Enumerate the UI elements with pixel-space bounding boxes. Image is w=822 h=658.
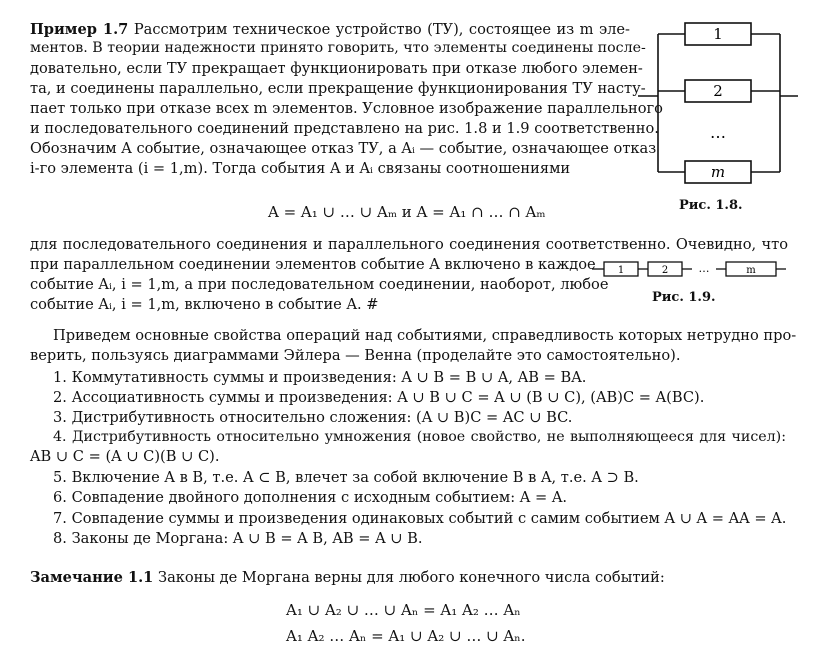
example-line-7: Обозначим A событие, означающее отказ ТУ, а Aᵢ — событие, означающее отказ bbox=[30, 140, 657, 157]
properties-intro-line-1: Приведем основные свойства операций над событиями, справедливость которых нетрудно про- bbox=[53, 327, 797, 344]
figure-parallel-diagram bbox=[638, 14, 798, 196]
properties-intro-line-2: верить, пользуясь диаграммами Эйлера — Венна (проделайте это самостоятельно). bbox=[30, 347, 681, 364]
example-label: Пример 1.7 bbox=[30, 21, 129, 38]
example-line-8: i-го элемента (i = 1,m). Тогда события A и Aᵢ связаны соотношениями bbox=[30, 160, 571, 177]
example-line-2: ментов. В теории надежности принято говорить, что элементы соединены после- bbox=[30, 40, 646, 56]
property-item-3: 3. Дистрибутивность относительно сложения: (A ∪ B)C = AC ∪ BC. bbox=[53, 409, 573, 426]
property-item-4-formula: AB ∪ C = (A ∪ C)(B ∪ C). bbox=[30, 448, 220, 465]
example-line-1-text: Рассмотрим техническое устройство (ТУ), состоящее из m эле- bbox=[133, 21, 630, 38]
property-item-4: 4. Дистрибутивность относительно умножения (новое свойство, не выполняющееся для чисел): bbox=[53, 429, 786, 445]
example-after-line-4: событие Aᵢ, i = 1,m, включено в событие A. # bbox=[30, 296, 379, 313]
figure-parallel-caption: Рис. 1.8. bbox=[679, 198, 743, 213]
serial-box-m-label: m bbox=[746, 265, 756, 276]
remark-text: Законы де Моргана верны для любого конечного числа событий: bbox=[157, 569, 665, 586]
example-line-6: и последовательного соединений представлено на рис. 1.8 и 1.9 соответственно. bbox=[30, 120, 659, 137]
parallel-ellipsis: … bbox=[710, 123, 726, 142]
example-after-line-3: событие Aᵢ, i = 1,m, а при последовательном соединении, наоборот, любое bbox=[30, 276, 609, 293]
parallel-box-m-label: m bbox=[710, 163, 726, 181]
example-line-4: та, и соединены параллельно, если прекращение функционирования ТУ насту- bbox=[30, 80, 646, 97]
remark-label: Замечание 1.1 bbox=[30, 569, 154, 586]
example-line-5: пает только при отказе всех m элементов. Условное изображение параллельного bbox=[30, 100, 663, 117]
serial-box-2-label: 2 bbox=[661, 265, 669, 276]
property-item-2: 2. Ассоциативность суммы и произведения: A ∪ B ∪ C = A ∪ (B ∪ C), (AB)C = A(BC). bbox=[53, 389, 705, 406]
remark-formula-1: A₁ ∪ A₂ ∪ … ∪ Aₙ = A₁ A₂ … Aₙ bbox=[286, 601, 521, 619]
property-item-7: 7. Совпадение суммы и произведения одинаковых событий с самим событием A ∪ A = AA = A. bbox=[53, 510, 787, 527]
parallel-box-2-label: 2 bbox=[713, 82, 723, 100]
property-item-5: 5. Включение A в B, т.е. A ⊂ B, влечет за собой включение B в A, т.е. A ⊃ B. bbox=[53, 469, 639, 486]
example-after-line-2: при параллельном соединении элементов событие A включено в каждое bbox=[30, 256, 596, 273]
remark-line bbox=[30, 568, 665, 587]
example-formula: A = A₁ ∪ … ∪ Aₘ и A = A₁ ∩ … ∩ Aₘ bbox=[268, 203, 546, 221]
figure-serial-caption: Рис. 1.9. bbox=[652, 290, 716, 305]
example-line-3: довательно, если ТУ прекращает функционировать при отказе любого элемен- bbox=[30, 60, 643, 77]
serial-ellipsis: … bbox=[698, 262, 710, 275]
serial-box-1-label: 1 bbox=[617, 265, 625, 276]
figure-serial-diagram bbox=[592, 258, 786, 280]
example-after-line-1: для последовательного соединения и параллельного соединения соответственно. Очевидно, что bbox=[30, 236, 788, 253]
property-item-1: 1. Коммутативность суммы и произведения: A ∪ B = B ∪ A, AB = BA. bbox=[53, 369, 587, 386]
property-item-6: 6. Совпадение двойного дополнения с исходным событием: A = A. bbox=[53, 489, 568, 506]
remark-formula-2: A₁ A₂ … Aₙ = A₁ ∪ A₂ ∪ … ∪ Aₙ. bbox=[286, 627, 526, 645]
property-item-8: 8. Законы де Моргана: A ∪ B = A B, AB = A ∪ B. bbox=[53, 530, 423, 547]
parallel-box-1-label: 1 bbox=[713, 25, 723, 43]
example-line-1 bbox=[30, 20, 630, 39]
